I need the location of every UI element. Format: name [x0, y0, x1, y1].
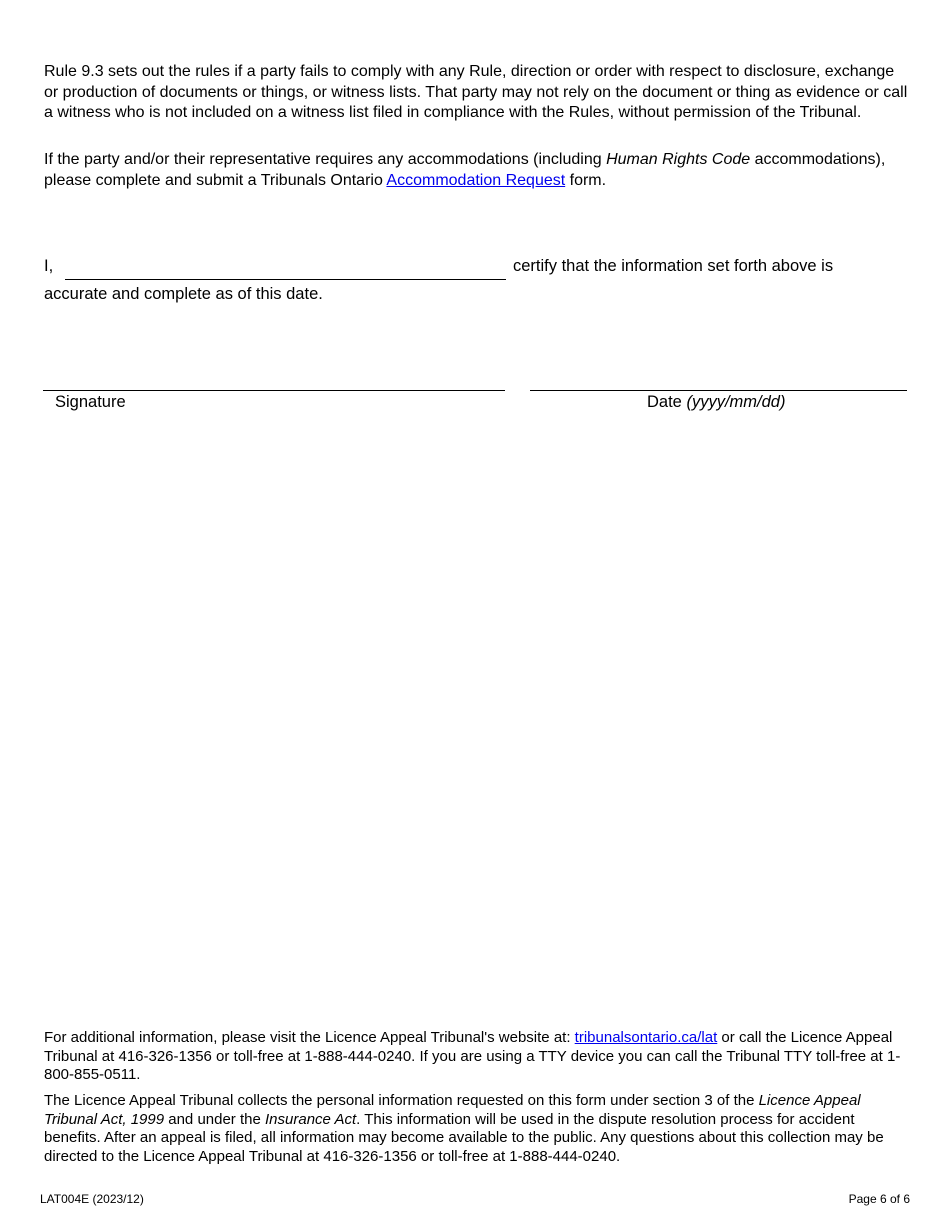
additional-info-after: or call the Licence Appeal Tribunal at 416-326-1356 or toll-free at 1-888-444-0240. If you are using a TTY device you can call the Tribunal TTY toll-free at 1-800-855-0511. [44, 1029, 901, 1083]
privacy-text-before: The Licence Appeal Tribunal collects the personal information requested on this form under section 3 of the [44, 1092, 759, 1109]
accommodation-paragraph [44, 150, 909, 191]
date-label-text: Date [647, 393, 682, 411]
rule-9-3-paragraph: Rule 9.3 sets out the rules if a party fails to comply with any Rule, direction or order with respect to disclosure, exchange or production of documents or things, or witness lists. That party may not rely on the document or thing as evidence or call a witness who is not included on a witness list filed in compliance with the Rules, without permission of the Tribunal. [44, 63, 908, 121]
certification-continuation: accurate and complete as of this date. [44, 285, 323, 303]
tribunal-website-link[interactable]: tribunalsontario.ca/lat [574, 1029, 718, 1046]
date-format-hint: (yyyy/mm/dd) [686, 393, 786, 411]
signature-line[interactable] [43, 390, 505, 391]
date-line[interactable] [530, 390, 907, 391]
signature-label: Signature [55, 393, 126, 411]
accommodation-text-after: form. [565, 171, 607, 189]
additional-info-paragraph [44, 1029, 909, 1085]
human-rights-code-text: Human Rights Code [606, 151, 751, 168]
form-id: LAT004E (2023/12) [40, 1192, 144, 1206]
accommodation-request-link[interactable]: Accommodation Request [386, 171, 566, 189]
privacy-act-insurance: Insurance Act [265, 1110, 357, 1128]
date-label [647, 392, 785, 412]
privacy-act-licence: Licence Appeal Tribunal Act, 1999 [44, 1092, 861, 1128]
certification-suffix: certify that the information set forth above is [513, 257, 834, 275]
accommodation-text-before: If the party and/or their representative requires any accommodations (including [44, 151, 607, 168]
privacy-text-after: . This information will be used in the dispute resolution process for accident benefits. After an appeal is filed, all information may become available to the public. Any questions about this collection may be directed to the Licence Appeal Tribunal at 416-326-1356 or toll-free at 1-888-444-0240. [44, 1110, 884, 1165]
certification-prefix: I, [44, 257, 54, 275]
additional-info-before: For additional information, please visit the Licence Appeal Tribunal's website at: [44, 1029, 575, 1046]
privacy-notice-paragraph [44, 1092, 909, 1166]
certifier-name-input[interactable] [65, 255, 506, 280]
accommodation-text-middle: accommodations), please complete and submit a Tribunals Ontario [44, 151, 886, 189]
certification-line [44, 255, 914, 279]
page-number: Page 6 of 6 [848, 1192, 910, 1206]
privacy-text-middle: and under the [164, 1110, 265, 1128]
